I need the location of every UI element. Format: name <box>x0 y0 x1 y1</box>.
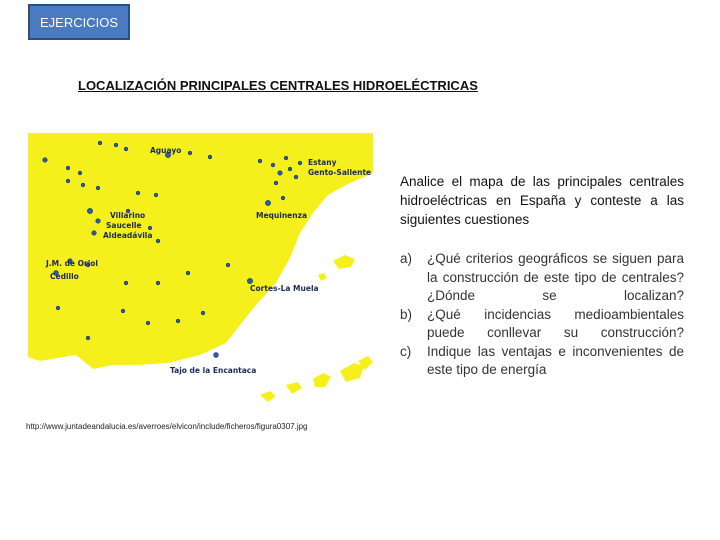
question-list <box>400 250 684 380</box>
question-text: ¿Qué criterios geográficos se siguen para la construcción de este tipo de centrales? ¿Dónde se localizan? <box>427 251 684 303</box>
label-gento-sallente: Gento-Sallente <box>308 168 372 177</box>
label-jm-de-oriol: J.M. de Oriol <box>46 259 98 268</box>
label-estany: Estany <box>308 158 337 167</box>
question-text: Indique las ventajas e inconvenientes de este tipo de energía <box>427 343 684 377</box>
question-item <box>400 250 684 306</box>
question-letter: a) <box>400 251 413 266</box>
map-svg <box>28 133 373 418</box>
label-cortes-la-muela: Cortes-La Muela <box>250 284 319 293</box>
hydro-plants-map <box>28 133 373 418</box>
question-text: ¿Qué incidencias medioambientales puede conllevar su construcción? <box>427 306 684 340</box>
question-letter: b) <box>400 306 413 322</box>
label-aguayo: Aguayo <box>150 146 182 155</box>
question-item <box>400 306 684 343</box>
label-tajo-de-la-encantaca: Tajo de la Encantaca <box>170 366 257 375</box>
question-item <box>400 343 684 380</box>
label-aldeadavila: Aldeadávila <box>103 231 153 240</box>
page-title: LOCALIZACIÓN PRINCIPALES CENTRALES HIDROELÉCTRICAS <box>78 78 478 93</box>
label-mequinenza: Mequinenza <box>256 211 308 220</box>
image-source-url: http://www.juntadeandalucia.es/averroes/elvicon/include/ficheros/figura0307.jpg <box>26 422 308 431</box>
ejercicios-badge: EJERCICIOS <box>28 4 130 40</box>
label-villarino: Villarino <box>110 211 146 220</box>
label-saucelle: Saucelle <box>106 221 142 230</box>
intro-text: Analice el mapa de las principales centrales hidroeléctricas en España y conteste a las siguientes cuestiones <box>400 174 684 227</box>
question-letter: c) <box>400 343 412 359</box>
label-cedillo: Cedillo <box>50 272 79 281</box>
